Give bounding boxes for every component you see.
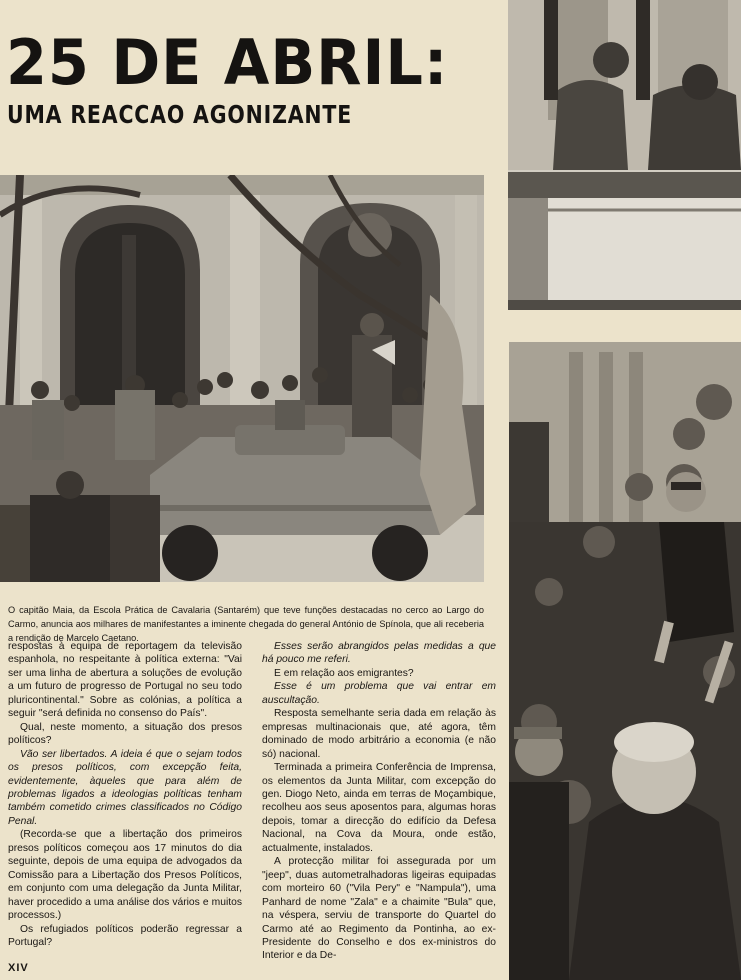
subheadline: UMA REACCAO AGONIZANTE	[7, 100, 353, 129]
photo-soldiers-celebrating	[508, 0, 741, 328]
headline: 25 DE ABRIL:	[6, 26, 449, 99]
article-paragraph: Resposta semelhante seria dada em relação às empresas multinacionais que, até agora, têm dominado de modo arbitrário a economia (e não só) nacional.	[262, 708, 496, 760]
interview-question: Os refugiados políticos poderão regressar a Portugal?	[8, 923, 242, 948]
article-column-left	[8, 640, 242, 949]
article-column-right	[262, 640, 496, 963]
interview-answer: Vão ser libertados. A ideia é que o sejam todos os presos políticos, com excepção feita, evidentemente, àqueles que para além de problemas ligados a ideologias políticas tenham também cometido crimes classificados no Código Penal.	[8, 748, 242, 827]
photo-armoured-car-crowd	[0, 175, 484, 582]
article-paragraph: A protecção militar foi assegurada por um "jeep", duas autometralhadoras ligeiras equipadas com morteiro 60 ("Vila Pery" e "Nampula"), uma Panhard de nome "Zala" e a chaimite "Bula" que, na véspera, serviu de transporte do Quartel do Carmo até ao Regimento da Pontinha, ao ex-Presidente do Conselho e dos ex-ministros do Interior e da De-	[262, 856, 496, 962]
page-number: XIV	[8, 962, 29, 974]
photo-street-crowd	[509, 342, 741, 980]
interview-answer: Esse é um problema que vai entrar em auscultação.	[262, 681, 496, 706]
photo-caption: O capitão Maia, da Escola Prática de Cavalaria (Santarém) que teve funções destacadas no cerco ao Largo do Carmo, anuncia aos milhares de manifestantes a iminente chegada do general António de Spínola, que ali receberia a rendição de Marcelo Caetano.	[8, 605, 484, 643]
article-paragraph: (Recorda-se que a libertação dos primeiros presos políticos começou aos 17 minutos do dia seguinte, depois de uma equipa de advogados da Comissão para a Libertação dos Presos Políticos, em conjunto com uma delegação da Junta Militar, haver procedido a uma análise dos vários e muitos processos.)	[8, 829, 242, 922]
article-paragraph: Terminada a primeira Conferência de Imprensa, os elementos da Junta Militar, com excepção do gen. Diogo Neto, ainda em terras de Moçambique, recolheu aos seus aposentos para, algumas horas depois, tomar a direcção do edifício da Defesa Nacional, na Cova da Moura, onde estão, actualmente, instalados.	[262, 762, 496, 854]
interview-answer: Esses serão abrangidos pelas medidas a que há pouco me referi.	[262, 641, 496, 666]
interview-question: Qual, neste momento, a situação dos presos políticos?	[8, 721, 242, 747]
article-paragraph: respostas à equipa de reportagem da televisão espanhola, no respeitante à política externa: "Vai ser uma linha de abertura a soluções de evolução a um futuro de progresso de Portugal no seu todo pluricontinental." Sobre as colónias, a política a seguir "será definida no consenso do País".	[8, 641, 242, 720]
interview-question: E em relação aos emigrantes?	[274, 667, 414, 679]
